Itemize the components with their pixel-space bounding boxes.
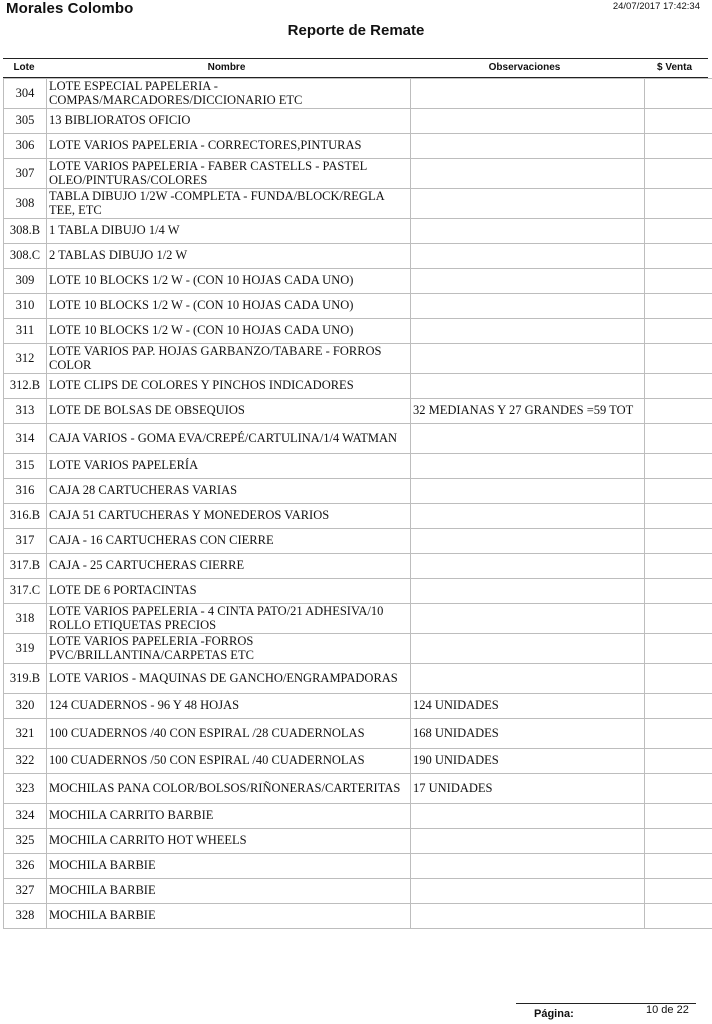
sale-price-cell [645,424,712,454]
lot-name-cell: MOCHILA CARRITO BARBIE [47,804,411,829]
table-row [4,504,712,529]
lot-name-cell: LOTE VARIOS PAPELERIA -FORROS PVC/BRILLANTINA/CARPETAS ETC [47,634,411,664]
table-row [4,719,712,749]
table-row [4,749,712,774]
lot-number-cell: 320 [4,694,47,719]
observations-cell [411,319,645,344]
table-row [4,189,712,219]
table-row [4,479,712,504]
observations-cell [411,604,645,634]
lot-name-cell: MOCHILA BARBIE [47,879,411,904]
table-row [4,79,712,109]
sale-price-cell [645,134,712,159]
lot-number-cell: 312.B [4,374,47,399]
observations-cell [411,244,645,269]
sale-price-cell [645,244,712,269]
lot-name-cell: LOTE 10 BLOCKS 1/2 W - (CON 10 HOJAS CADA UNO) [47,319,411,344]
lot-name-cell: LOTE 10 BLOCKS 1/2 W - (CON 10 HOJAS CADA UNO) [47,269,411,294]
observations-cell [411,529,645,554]
observations-cell [411,134,645,159]
column-header-observaciones: Observaciones [488,62,561,73]
lot-name-cell: LOTE VARIOS PAP. HOJAS GARBANZO/TABARE - FORROS COLOR [47,344,411,374]
sale-price-cell [645,904,712,929]
lot-name-cell: LOTE VARIOS PAPELERÍA [47,454,411,479]
observations-cell [411,454,645,479]
table-row [4,109,712,134]
lot-number-cell: 325 [4,829,47,854]
lot-number-cell: 308.B [4,219,47,244]
sale-price-cell [645,529,712,554]
lot-number-cell: 309 [4,269,47,294]
lot-number-cell: 317.C [4,579,47,604]
lot-name-cell: 1 TABLA DIBUJO 1/4 W [47,219,411,244]
observations-cell [411,269,645,294]
lot-name-cell: LOTE DE BOLSAS DE OBSEQUIOS [47,399,411,424]
observations-cell [411,554,645,579]
table-row [4,904,712,929]
company-name: Morales Colombo [6,0,134,17]
sale-price-cell [645,749,712,774]
table-row [4,454,712,479]
sale-price-cell [645,634,712,664]
table-row [4,219,712,244]
lot-name-cell: CAJA 28 CARTUCHERAS VARIAS [47,479,411,504]
sale-price-cell [645,159,712,189]
table-row [4,399,712,424]
lot-number-cell: 324 [4,804,47,829]
table-row [4,694,712,719]
header-divider [3,58,708,59]
column-headers [3,60,708,76]
sale-price-cell [645,879,712,904]
sale-price-cell [645,374,712,399]
sale-price-cell [645,829,712,854]
lot-number-cell: 315 [4,454,47,479]
lot-number-cell: 307 [4,159,47,189]
sale-price-cell [645,694,712,719]
observations-cell [411,79,645,109]
table-row [4,529,712,554]
observations-cell [411,829,645,854]
sale-price-cell [645,319,712,344]
observations-cell [411,374,645,399]
observations-cell [411,804,645,829]
observations-cell [411,189,645,219]
lot-number-cell: 314 [4,424,47,454]
sale-price-cell [645,294,712,319]
sale-price-cell [645,189,712,219]
lot-name-cell: LOTE VARIOS PAPELERIA - FABER CASTELLS - PASTEL OLEO/PINTURAS/COLORES [47,159,411,189]
page-number: 10 de 22 [646,1004,689,1016]
observations-cell [411,664,645,694]
report-timestamp: 24/07/2017 17:42:34 [612,1,700,12]
lot-number-cell: 318 [4,604,47,634]
lot-name-cell: 124 CUADERNOS - 96 Y 48 HOJAS [47,694,411,719]
lot-number-cell: 316 [4,479,47,504]
observations-cell [411,579,645,604]
sale-price-cell [645,109,712,134]
page-label: Página: [534,1008,574,1020]
table-row [4,294,712,319]
table-row [4,579,712,604]
observations-cell [411,424,645,454]
observations-cell [411,219,645,244]
column-header-nombre: Nombre [207,62,246,73]
lot-name-cell: MOCHILA CARRITO HOT WHEELS [47,829,411,854]
observations-cell [411,879,645,904]
lot-name-cell: CAJA - 25 CARTUCHERAS CIERRE [47,554,411,579]
table-row [4,854,712,879]
observations-cell [411,109,645,134]
observations-cell [411,904,645,929]
sale-price-cell [645,479,712,504]
table-row [4,664,712,694]
lot-name-cell: CAJA - 16 CARTUCHERAS CON CIERRE [47,529,411,554]
lot-name-cell: 2 TABLAS DIBUJO 1/2 W [47,244,411,269]
lot-number-cell: 304 [4,79,47,109]
column-header-lote: Lote [13,62,35,73]
sale-price-cell [645,454,712,479]
observations-cell [411,854,645,879]
lot-name-cell: 13 BIBLIORATOS OFICIO [47,109,411,134]
table-body [4,79,712,929]
sale-price-cell [645,269,712,294]
observations-cell [411,294,645,319]
lot-name-cell: LOTE ESPECIAL PAPELERIA - COMPAS/MARCADORES/DICCIONARIO ETC [47,79,411,109]
lot-number-cell: 308 [4,189,47,219]
table-row [4,344,712,374]
table-row [4,804,712,829]
table-row [4,244,712,269]
sale-price-cell [645,774,712,804]
lot-number-cell: 328 [4,904,47,929]
lot-name-cell: TABLA DIBUJO 1/2W -COMPLETA - FUNDA/BLOCK/REGLA TEE, ETC [47,189,411,219]
lot-name-cell: LOTE DE 6 PORTACINTAS [47,579,411,604]
lot-number-cell: 306 [4,134,47,159]
table-row [4,269,712,294]
table-row [4,374,712,399]
table-row [4,159,712,189]
sale-price-cell [645,504,712,529]
lot-number-cell: 316.B [4,504,47,529]
lot-number-cell: 327 [4,879,47,904]
table-row [4,554,712,579]
table-row [4,774,712,804]
table-row [4,319,712,344]
lot-name-cell: LOTE VARIOS PAPELERIA - CORRECTORES,PINTURAS [47,134,411,159]
sale-price-cell [645,79,712,109]
lot-number-cell: 317 [4,529,47,554]
observations-cell: 124 UNIDADES [411,694,645,719]
lot-number-cell: 308.C [4,244,47,269]
lot-name-cell: LOTE CLIPS DE COLORES Y PINCHOS INDICADORES [47,374,411,399]
observations-cell [411,479,645,504]
lot-number-cell: 319 [4,634,47,664]
observations-cell [411,344,645,374]
lot-name-cell: LOTE VARIOS - MAQUINAS DE GANCHO/ENGRAMPADORAS [47,664,411,694]
sale-price-cell [645,804,712,829]
sale-price-cell [645,719,712,749]
table-row [4,879,712,904]
lot-name-cell: LOTE VARIOS PAPELERIA - 4 CINTA PATO/21 ADHESIVA/10 ROLLO ETIQUETAS PRECIOS [47,604,411,634]
lot-name-cell: 100 CUADERNOS /50 CON ESPIRAL /40 CUADERNOLAS [47,749,411,774]
lot-number-cell: 322 [4,749,47,774]
sale-price-cell [645,399,712,424]
observations-cell [411,159,645,189]
sale-price-cell [645,579,712,604]
lot-name-cell: 100 CUADERNOS /40 CON ESPIRAL /28 CUADERNOLAS [47,719,411,749]
sale-price-cell [645,604,712,634]
lot-name-cell: CAJA 51 CARTUCHERAS Y MONEDEROS VARIOS [47,504,411,529]
sale-price-cell [645,219,712,244]
observations-cell [411,634,645,664]
observations-cell [411,504,645,529]
observations-cell: 17 UNIDADES [411,774,645,804]
lot-number-cell: 311 [4,319,47,344]
table-row [4,134,712,159]
sale-price-cell [645,664,712,694]
table-row [4,634,712,664]
lot-number-cell: 321 [4,719,47,749]
sale-price-cell [645,854,712,879]
lot-number-cell: 310 [4,294,47,319]
table-row [4,424,712,454]
observations-cell: 32 MEDIANAS Y 27 GRANDES =59 TOT [411,399,645,424]
lot-name-cell: MOCHILA BARBIE [47,854,411,879]
lot-name-cell: MOCHILA BARBIE [47,904,411,929]
table-row [4,829,712,854]
lot-number-cell: 319.B [4,664,47,694]
report-title: Reporte de Remate [287,22,425,39]
lot-name-cell: MOCHILAS PANA COLOR/BOLSOS/RIÑONERAS/CARTERITAS [47,774,411,804]
column-header-venta: $ Venta [656,62,693,73]
observations-cell: 190 UNIDADES [411,749,645,774]
table-row [4,604,712,634]
observations-cell: 168 UNIDADES [411,719,645,749]
lot-number-cell: 313 [4,399,47,424]
lot-number-cell: 312 [4,344,47,374]
lot-number-cell: 323 [4,774,47,804]
lot-number-cell: 317.B [4,554,47,579]
lot-name-cell: LOTE 10 BLOCKS 1/2 W - (CON 10 HOJAS CADA UNO) [47,294,411,319]
lot-number-cell: 305 [4,109,47,134]
lot-name-cell: CAJA VARIOS - GOMA EVA/CREPÉ/CARTULINA/1/4 WATMAN [47,424,411,454]
lot-number-cell: 326 [4,854,47,879]
sale-price-cell [645,344,712,374]
auction-lots-table [3,78,712,929]
sale-price-cell [645,554,712,579]
